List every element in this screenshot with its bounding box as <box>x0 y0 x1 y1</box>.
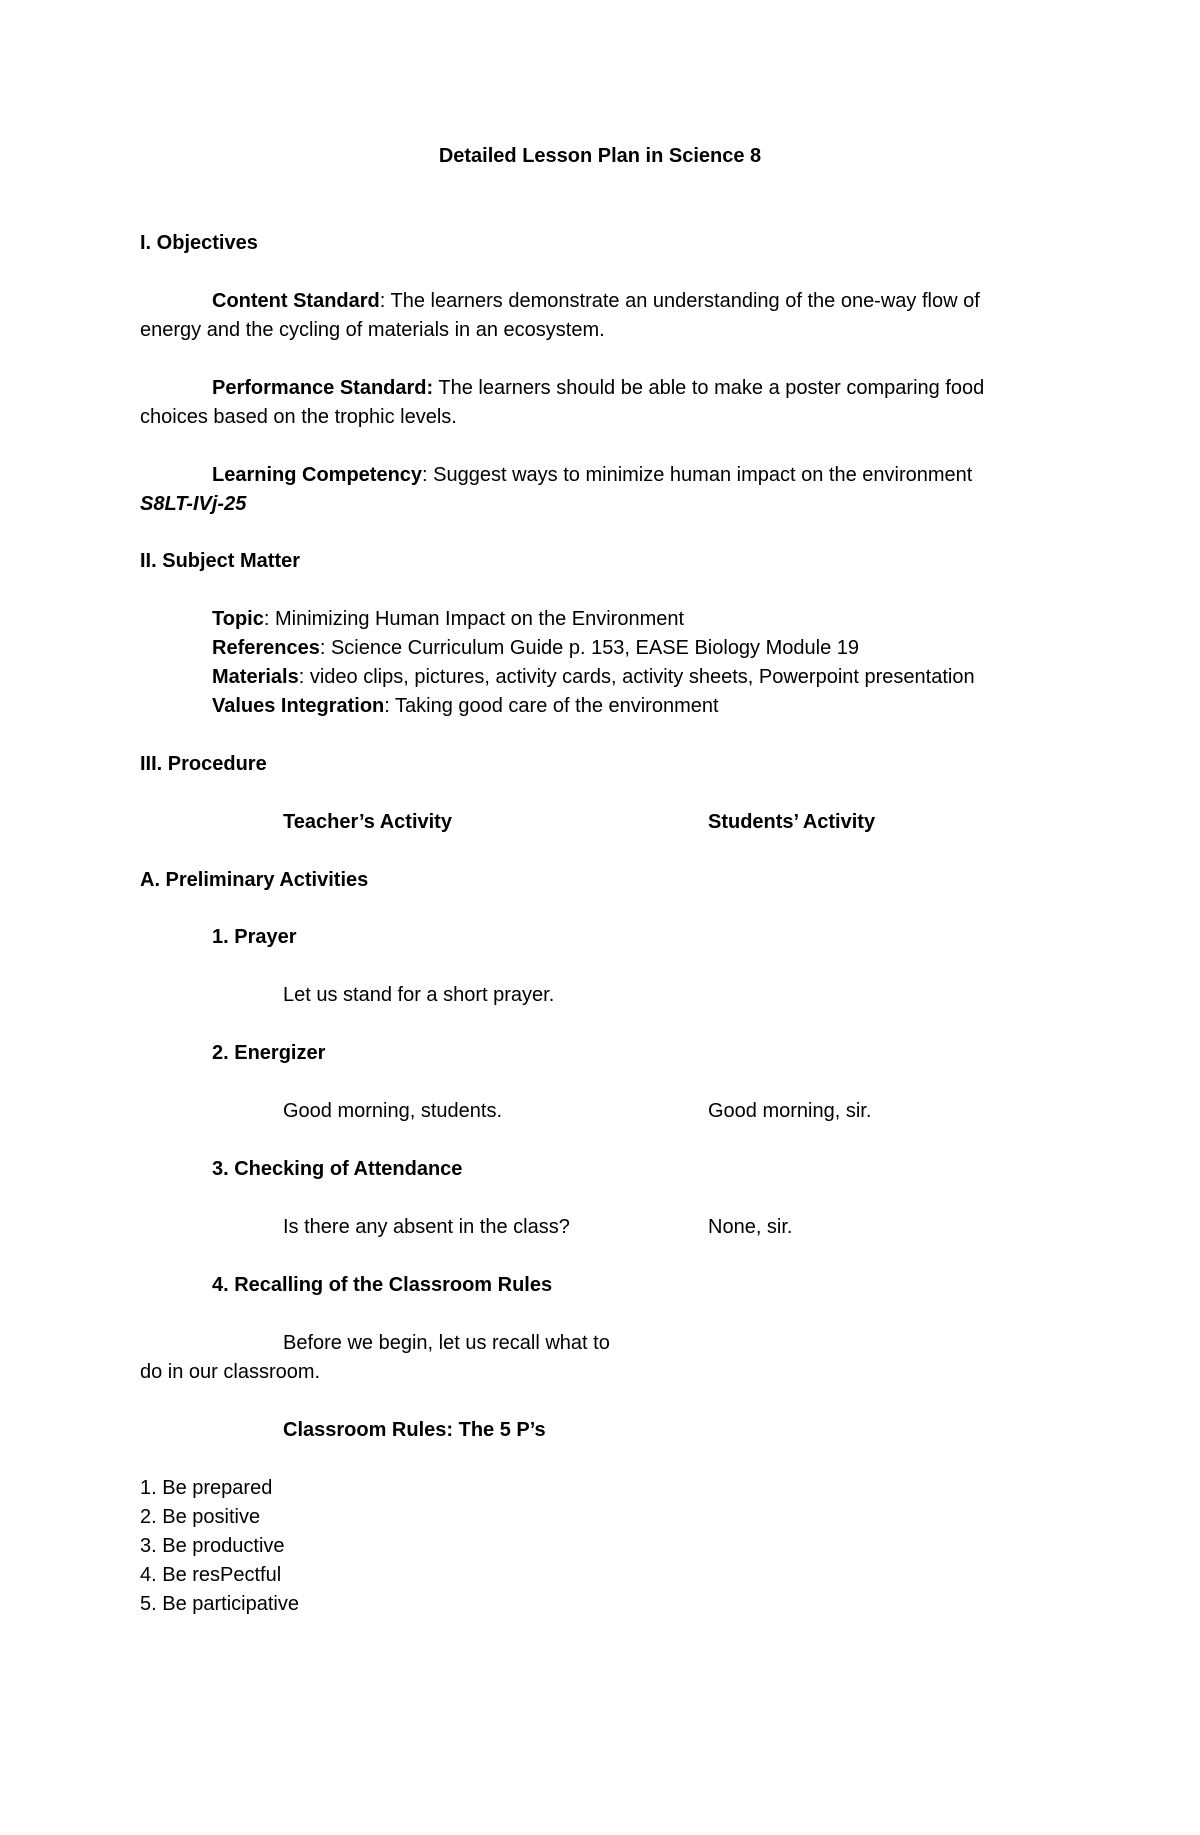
attendance-teacher-text: Is there any absent in the class? <box>283 1216 570 1238</box>
prayer-teacher-text: Let us stand for a short prayer. <box>283 984 555 1006</box>
classroom-rules-teacher-line1: Before we begin, let us recall what to <box>283 1332 610 1354</box>
teacher-activity-column-header: Teacher’s Activity <box>283 811 452 833</box>
performance-standard-label: Performance Standard: <box>212 377 434 399</box>
section-heading-procedure: III. Procedure <box>140 753 267 775</box>
content-standard-line2: energy and the cycling of materials in an ecosystem. <box>140 319 605 341</box>
performance-standard-line2: choices based on the trophic levels. <box>140 406 457 428</box>
classroom-rules-teacher-line2: do in our classroom. <box>140 1361 321 1383</box>
learning-competency-line1 <box>212 463 972 487</box>
content-standard-label: Content Standard <box>212 290 380 312</box>
prayer-heading: 1. Prayer <box>212 926 297 948</box>
energizer-student-text: Good morning, sir. <box>708 1100 872 1122</box>
list-item: 1. Be prepared <box>140 1477 273 1499</box>
materials-line <box>212 665 975 689</box>
energizer-teacher-text: Good morning, students. <box>283 1100 503 1122</box>
content-standard-line1 <box>212 289 980 313</box>
content-standard-text: : The learners demonstrate an understanding of the one-way flow of <box>379 290 980 312</box>
section-heading-objectives: I. Objectives <box>140 232 258 254</box>
performance-standard-line1 <box>212 376 984 400</box>
references-label: References <box>212 637 320 659</box>
references-text: : Science Curriculum Guide p. 153, EASE Biology Module 19 <box>319 637 860 659</box>
classroom-rules-subheading: Classroom Rules: The 5 P’s <box>283 1419 546 1441</box>
learning-competency-text: : Suggest ways to minimize human impact on the environment <box>422 464 973 486</box>
attendance-heading: 3. Checking of Attendance <box>212 1158 463 1180</box>
students-activity-column-header: Students’ Activity <box>708 811 876 833</box>
performance-standard-text: The learners should be able to make a poster comparing food <box>433 377 985 399</box>
topic-line <box>212 607 684 631</box>
references-line <box>212 636 859 660</box>
section-heading-subject-matter: II. Subject Matter <box>140 550 301 572</box>
attendance-student-text: None, sir. <box>708 1216 793 1238</box>
materials-label: Materials <box>212 666 299 688</box>
values-integration-line <box>212 694 719 718</box>
materials-text: : video clips, pictures, activity cards, activity sheets, Powerpoint presentation <box>298 666 975 688</box>
list-item: 2. Be positive <box>140 1506 261 1528</box>
learning-competency-code: S8LT-IVj-25 <box>140 493 247 515</box>
values-integration-text: : Taking good care of the environment <box>384 695 719 717</box>
classroom-rules-recall-heading: 4. Recalling of the Classroom Rules <box>212 1274 553 1296</box>
energizer-heading: 2. Energizer <box>212 1042 326 1064</box>
list-item: 5. Be participative <box>140 1593 299 1615</box>
list-item: 3. Be productive <box>140 1535 285 1557</box>
values-integration-label: Values Integration <box>212 695 385 717</box>
preliminary-activities-heading: A. Preliminary Activities <box>140 869 369 891</box>
list-item: 4. Be resPectful <box>140 1564 282 1586</box>
document-title: Detailed Lesson Plan in Science 8 <box>438 145 762 167</box>
learning-competency-label: Learning Competency <box>212 464 423 486</box>
topic-label: Topic <box>212 608 264 630</box>
topic-text: : Minimizing Human Impact on the Environment <box>263 608 685 630</box>
